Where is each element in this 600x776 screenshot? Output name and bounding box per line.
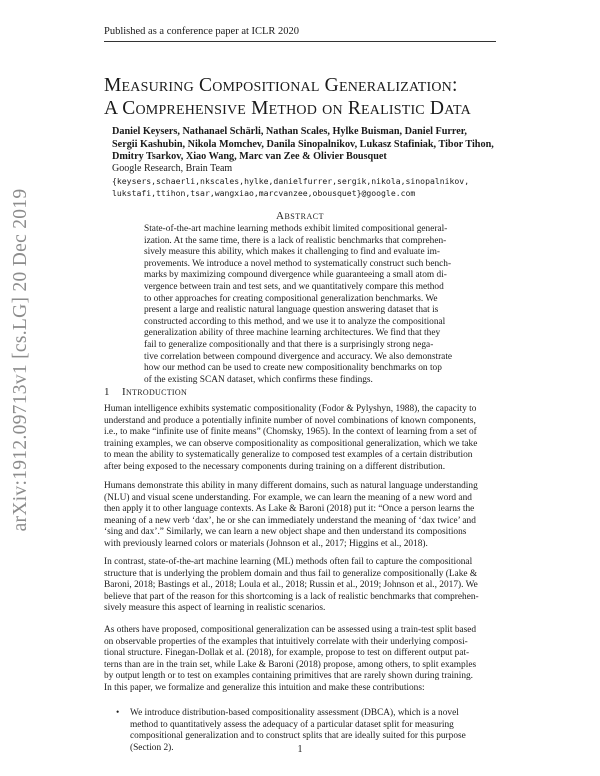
paragraph-3 [104, 557, 498, 615]
abstract-line: of the existing SCAN dataset, which confirms these findings. [144, 374, 373, 385]
bullet-line: (Section 2). [130, 742, 174, 753]
abstract-line: provements. We introduce a novel method to systematically construct such bench- [144, 258, 452, 269]
abstract-line: marks by maximizing compound divergence while guaranteeing a small atom di- [144, 270, 447, 281]
bullet-line: compositional generalization and to construct splits that are ideally suited for this purpose [130, 731, 466, 742]
paragraph-line: Human intelligence exhibits systematic compositionality (Fodor & Pylyshyn, 1988), the capacity to [104, 404, 477, 414]
section-heading-introduction [104, 386, 187, 398]
paragraph-2 [104, 481, 498, 551]
author-emails [112, 175, 512, 199]
bullet-line: method to quantitatively assess the adequacy of a particular dataset split for measuring [130, 719, 454, 730]
affiliation: Google Research, Brain Team [112, 163, 233, 174]
paragraph-line: (NLU) and visual scene understanding. For example, we can learn the meaning of a new word and [104, 492, 472, 503]
paragraph-line: meaning of a new verb ‘dax’, he or she can immediately understand the meaning of ‘dax twice’ and [104, 515, 476, 526]
abstract-line: constructed according to this method, and we use it to analyze the compositional [144, 316, 446, 327]
abstract-line: fail to generalize compositionally and that there is a surprisingly strong nega- [144, 339, 434, 350]
abstract-line: vergence between train and test sets, and we quantitatively compare this method [144, 281, 444, 292]
author-line: Dmitry Tsarkov, Xiao Wang, Marc van Zee & Olivier Bousquet [112, 151, 387, 162]
paragraph-line: believe that part of the reason for this shortcoming is a lack of realistic benchmarks that comprehen- [104, 591, 479, 602]
paragraph-4 [104, 625, 498, 695]
abstract-body [144, 224, 456, 386]
paragraph-line: then apply it to other language contexts. As Lake & Baroni (2018) put it: “Once a person learns the [104, 504, 475, 515]
paragraph-line: terns than are in the train set, while Lake & Baroni (2018) propose, among others, to split examples [104, 659, 477, 670]
author-list [112, 126, 502, 164]
abstract-line: how our method can be used to create new compositionality benchmarks on top [144, 363, 442, 374]
author-line: Sergii Kashubin, Nikola Momchev, Danila Sinopalnikov, Lukasz Stafiniak, Tibor Tihon, [112, 138, 494, 150]
abstract-heading: Abstract [276, 210, 324, 222]
paragraph-line: on observable properties of the examples that intuitively correlate with their underlying composi- [104, 636, 468, 647]
paragraph-line: As others have proposed, compositional generalization can be assessed using a train-test split based [104, 625, 477, 635]
paragraph-line: training examples, we can observe compositionality as compositional generalization, which we take [104, 438, 478, 449]
abstract-line: State-of-the-art machine learning methods exhibit limited compositional general- [144, 224, 448, 234]
paragraph-line: i.e., to make “infinite use of finite means” (Chomsky, 1965). In the context of learning from a set of [104, 427, 477, 438]
abstract-line: tive correlation between compound divergence and accuracy. We also demonstrate [144, 351, 453, 362]
paper-title [104, 74, 504, 120]
paragraph-line: after being exposed to the necessary components during training on a different distribution. [104, 461, 446, 472]
paragraph-1 [104, 404, 498, 474]
paragraph-line: Baroni, 2018; Bastings et al., 2018; Loula et al., 2018; Russin et al., 2019; Johnson et al., 2017). We [104, 580, 478, 591]
paragraph-line: sively measure this aspect of learning in realistic scenarios. [104, 603, 326, 614]
bullet-icon: • [116, 708, 120, 718]
paragraph-line: ‘sing and dax’.” Similarly, we can learn a new object shape and then understand its compositions [104, 527, 467, 538]
email-line: {keysers,schaerli,nkscales,hylke,danielfurrer,sergik,nikola,sinopalnikov, [112, 176, 470, 186]
abstract-line: present a large and realistic natural language question answering dataset that is [144, 305, 439, 316]
page-number: 1 [297, 744, 303, 755]
paragraph-line: to mean the ability to systematically generalize to composed test examples of a certain distribution [104, 450, 473, 461]
paragraph-line: Humans demonstrate this ability in many different domains, such as natural language understanding [104, 481, 478, 491]
section-number: 1 [104, 386, 110, 398]
author-line: Daniel Keysers, Nathanael Schärli, Nathan Scales, Hylke Buisman, Daniel Furrer, [112, 126, 467, 137]
header-rule [104, 41, 496, 42]
email-line: lukstafi,ttihon,tsar,wangxiao,marcvanzee,obousquet}@google.com [112, 188, 416, 199]
paragraph-line: tional structure. Finegan-Dollak et al. (2018), for example, propose to test on different output pat- [104, 648, 470, 659]
abstract-line: generalization ability of three machine learning architectures. We find that they [144, 328, 441, 339]
abstract-line: ization. At the same time, there is a lack of realistic benchmarks that comprehen- [144, 235, 447, 246]
section-title: Introduction [122, 386, 188, 398]
title-line-1: Measuring Compositional Generalization: [104, 75, 458, 96]
paragraph-line: In this paper, we formalize and generalize this intuition and make these contributions: [104, 682, 425, 693]
arxiv-stamp-text: arXiv:1912.09713v1 [cs.LG] 20 Dec 2019 [10, 188, 31, 532]
bullet-line: We introduce distribution-based compositionality assessment (DBCA), which is a novel [130, 708, 459, 718]
paragraph-line: structure that is underlying the problem domain and thus fail to generalize compositionally (Lake & [104, 568, 478, 579]
abstract-line: sively measure this ability, which makes it challenging to find and evaluate im- [144, 247, 440, 258]
running-header: Published as a conference paper at ICLR 2020 [104, 26, 300, 37]
paragraph-line: understand and produce a potentially infinite number of novel combinations of known components, [104, 415, 476, 426]
paragraph-line: by output length or to test on examples containing primitives that are rarely shown during training. [104, 671, 474, 682]
paragraph-line: In contrast, state-of-the-art machine learning (ML) methods often fail to capture the compositional [104, 557, 473, 567]
abstract-line: to other approaches for creating compositional generalization benchmarks. We [144, 293, 438, 304]
paragraph-line: with previously learned colors or materials (Johnson et al., 2017; Higgins et al., 2018). [104, 538, 428, 549]
title-line-2: A Comprehensive Method on Realistic Data [104, 98, 471, 119]
